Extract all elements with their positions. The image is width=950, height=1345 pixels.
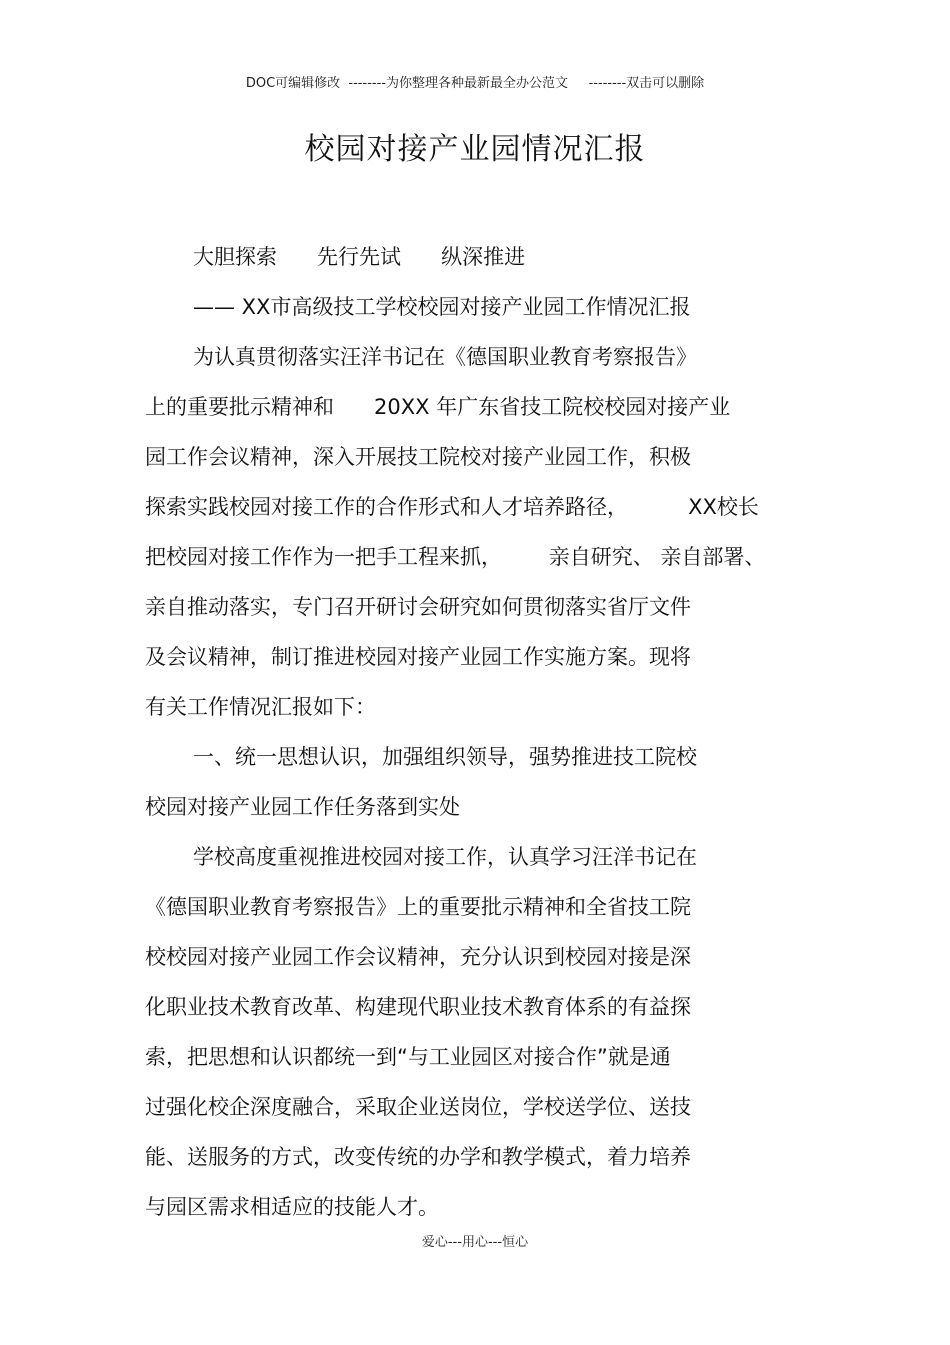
- paragraph-line: 探索实践校园对接工作的合作形式和人才培养路径， XX校长: [145, 495, 759, 519]
- page-header: DOC可编辑修改 --------为你整理各种最新最全办公范文 --------双击可以删除: [245, 76, 705, 91]
- paragraph-line: 亲自推动落实，专门召开研讨会研究如何贯彻落实省厅文件: [145, 595, 691, 619]
- section-heading-line: 一、统一思想认识，加强组织领导，强势推进技工院校: [193, 745, 697, 769]
- paragraph-line: 把校园对接工作作为一把手工程来抓， 亲自研究、 亲自部署、: [145, 545, 766, 569]
- paragraph-line: 能、送服务的方式，改变传统的办学和教学模式，着力培养: [145, 1145, 691, 1169]
- paragraph-line: 与园区需求相适应的技能人才。: [145, 1195, 439, 1219]
- document-title: 校园对接产业园情况汇报: [304, 132, 646, 167]
- paragraph-line: 《德国职业教育考察报告》上的重要批示精神和全省技工院: [145, 895, 691, 919]
- paragraph-line: 学校高度重视推进校园对接工作，认真学习汪洋书记在: [193, 845, 697, 869]
- section-heading-line: 校园对接产业园工作任务落到实处: [145, 795, 460, 819]
- paragraph-line: 有关工作情况汇报如下：: [145, 695, 376, 719]
- page-footer: 爱心---用心---恒心: [421, 1235, 529, 1250]
- subtitle-line: —— XX市高级技工学校校园对接产业园工作情况汇报: [193, 295, 691, 319]
- paragraph-line: 及会议精神，制订推进校园对接产业园工作实施方案。现将: [145, 645, 691, 669]
- subtitle-line: 大胆探索 先行先试 纵深推进: [193, 245, 526, 269]
- paragraph-line: 过强化校企深度融合，采取企业送岗位，学校送学位、送技: [145, 1095, 691, 1119]
- paragraph-line: 为认真贯彻落实汪洋书记在《德国职业教育考察报告》: [193, 345, 697, 369]
- paragraph-line: 上的重要批示精神和 20XX 年广东省技工院校校园对接产业: [145, 395, 731, 419]
- paragraph-line: 园工作会议精神，深入开展技工院校对接产业园工作，积极: [145, 445, 691, 469]
- paragraph-line: 索，把思想和认识都统一到“与工业园区对接合作”就是通: [145, 1045, 671, 1069]
- paragraph-line: 化职业技术教育改革、构建现代职业技术教育体系的有益探: [145, 995, 691, 1019]
- paragraph-line: 校校园对接产业园工作会议精神，充分认识到校园对接是深: [145, 945, 691, 969]
